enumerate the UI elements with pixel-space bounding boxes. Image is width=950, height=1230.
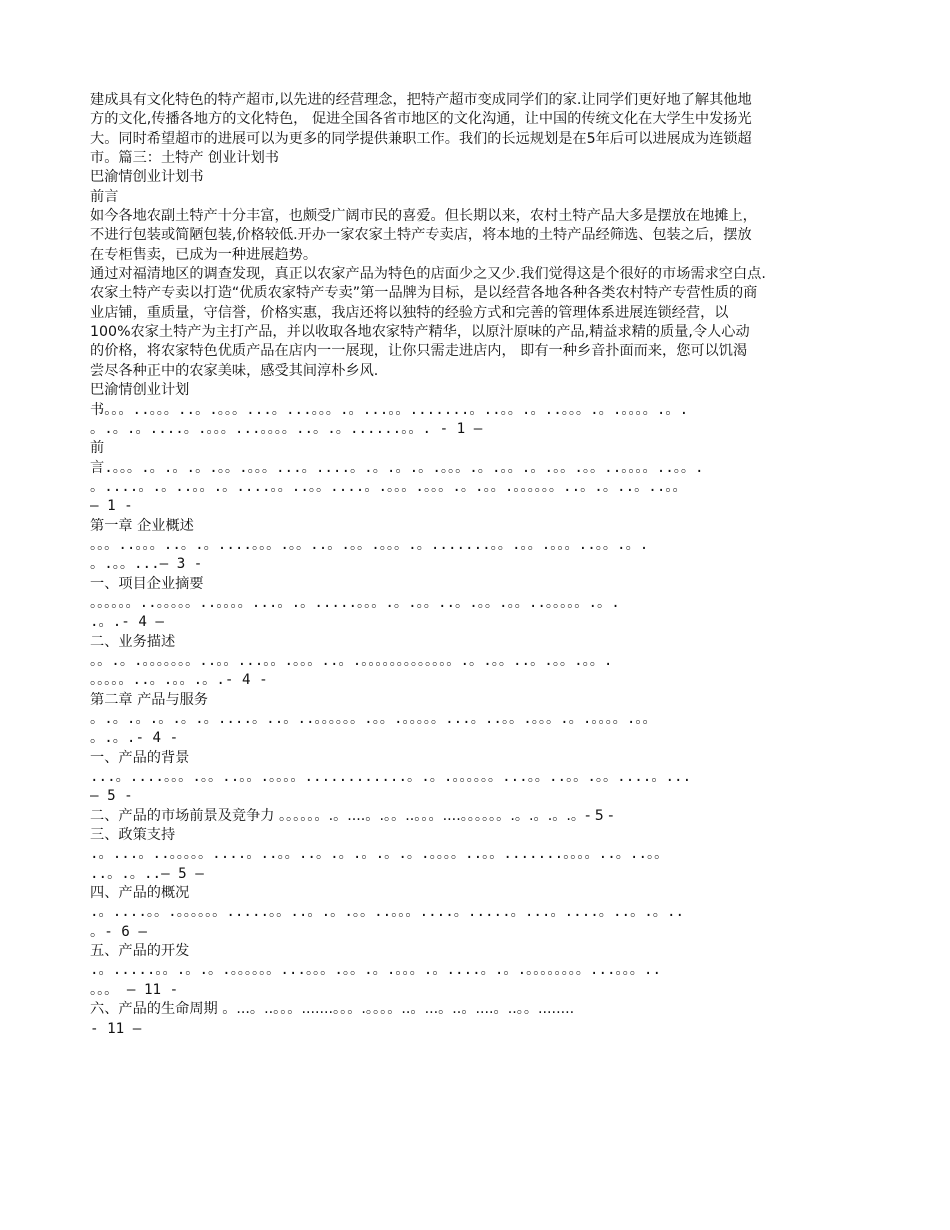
- toc-page-number: 。。。 — 11 -: [90, 981, 179, 998]
- toc-entry: 二、业务描述: [90, 633, 176, 650]
- toc-entry: 四、产品的概况: [90, 885, 190, 902]
- toc-entry: 二、产品的市场前景及竞争力 。。。。。。.。....。.。。..。。。....。。。。。。.。.。.。.。- 5 -: [90, 807, 614, 824]
- toc-leader: 。.。.。.。.。.。....。..。..。。。。。。.。。.。。。。。...。..。。.。。。.。.。。。。.。。: [90, 711, 657, 727]
- toc-leader: 。。。..。。。..。.。....。。。.。。..。.。。.。。。.。.......。。.。。.。。。..。。.。.: [90, 536, 649, 553]
- document-body: [90, 91, 875, 1039]
- toc-page-number: 。- 6 —: [90, 923, 147, 940]
- toc-entry: 一、产品的背景: [90, 749, 190, 766]
- toc-page-number: 。.。。...— 3 -: [90, 556, 203, 573]
- toc-leader: .。....。。.。。。。。。.....。。..。.。.。。..。。。....。.....。...。....。..。.。..: [90, 904, 685, 921]
- toc-leader: 。.。.。....。.。。。...。。。。..。.。......。。. - 1 —: [90, 420, 483, 437]
- toc-entry: 第一章 企业概述: [90, 517, 194, 534]
- toc-entry: 六、产品的生命周期 。...。..。。。.......。。。.。。。。..。...。..。....。..。。........: [90, 1001, 575, 1018]
- text-line: 如今各地农副土特产十分丰富，也颇受广阔市民的喜爱。但长期以来，农村土特产品大多是摆放在地摊上，: [90, 208, 757, 225]
- toc-leader: 。。。。。。..。。。。。..。。。。...。.。.....。。。.。.。。..。.。。.。。..。。。。。.。.: [90, 594, 620, 611]
- toc-page-number: 。。。。。..。.。。.。.- 4 -: [90, 672, 268, 689]
- toc-leader: 言.。。。.。.。.。.。。.。。。...。....。.。.。.。.。。。.。.。。.。.。。.。。..。。。。..。。.: [90, 459, 704, 476]
- toc-entry: 三、政策支持: [90, 827, 176, 844]
- section-heading: 前言: [90, 188, 119, 205]
- text-line: 业店铺，重质量，守信誉，价格实惠，我店还将以独特的经验方式和完善的管理体系进展连锁经营，以: [90, 304, 729, 321]
- text-line: 市。篇三：土特产 创业计划书: [90, 150, 279, 167]
- text-line: 建成具有文化特色的特产超市,以先进的经营理念，把特产超市变成同学们的家.让同学们更好地了解其他地: [90, 92, 752, 108]
- toc-entry: 第二章 产品与服务: [90, 691, 209, 708]
- toc-entry: 一、项目企业摘要: [90, 575, 204, 592]
- text-line: 的价格，将农家特色优质产品在店内一一展现，让你只需走进店内， 即有一种乡音扑面而来，您可以饥渴: [90, 343, 748, 360]
- toc-leader: .。...。..。。。。。....。..。。..。.。.。.。.。.。。。。..。。.......。。。。..。..。。: [90, 846, 669, 863]
- toc-page-number: ..。.。..— 5 —: [90, 865, 204, 882]
- toc-leader: 书。。。..。。。..。.。。。...。...。。。.。...。。.......。..。。.。..。。。.。.。。。。.。.: [90, 401, 689, 418]
- toc-leader: ...。....。。。.。。..。。.。。。。............。.。.。。。。。。...。。..。。.。。....。...: [90, 769, 692, 786]
- text-line: 农家土特产专卖以打造“优质农家特产专卖”第一品牌为目标，是以经营各地各种各类农村特产专营性质的商: [90, 285, 758, 302]
- text-line: 100%农家土特产为主打产品，并以收取各地农家特产精华，以原汁原味的产品,精益求精的质量,令人心动: [90, 324, 750, 341]
- toc-page-number: 。.。.- 4 -: [90, 730, 179, 747]
- toc-leader: .。.....。。.。.。.。。。。。。...。。。.。。.。.。。。.。....。.。.。。。。。。。。...。。。..: [90, 962, 662, 979]
- text-line: 方的文化,传播各地方的文化特色， 促进全国各省市地区的文化沟通，让中国的传统文化在大学生中发扬光: [90, 111, 752, 128]
- toc-page-number: - 11 —: [90, 1020, 142, 1037]
- toc-entry: 前: [90, 440, 105, 457]
- text-line: 大。同时希望超市的进展可以为更多的同学提供兼职工作。我们的长远规划是在5年后可以进展成为连锁超: [90, 130, 752, 147]
- toc-page-number: — 1 -: [90, 498, 133, 515]
- toc-leader: 。....。.。..。。.。....。。..。。....。.。。。.。。。.。.。。.。。。。。。..。.。..。..。。: [90, 478, 687, 495]
- toc-entry: 五、产品的开发: [90, 943, 190, 960]
- text-line: 尝尽各种正中的农家美味，感受其间淳朴乡风.: [90, 362, 379, 379]
- document-title: 巴渝情创业计划书: [90, 169, 204, 186]
- text-line: 在专柜售卖，已成为一种进展趋势。: [90, 246, 318, 263]
- toc-page-number: — 5 -: [90, 788, 133, 805]
- text-line: 不进行包装或简陋包装,价格较低.开办一家农家土特产专卖店，将本地的土特产品经筛选、包装之后，摆放: [90, 227, 752, 244]
- text-line: 通过对福清地区的调查发现，真正以农家产品为特色的店面少之又少.我们觉得这是个很好的市场需求空白点.: [90, 266, 766, 283]
- toc-entry: 巴渝情创业计划: [90, 382, 190, 399]
- toc-page-number: .。.- 4 —: [90, 614, 164, 631]
- toc-leader: 。。.。.。。。。。。。..。。...。。.。。。..。.。。。。。。。。。。。。。.。.。。..。.。。.。。.: [90, 652, 613, 669]
